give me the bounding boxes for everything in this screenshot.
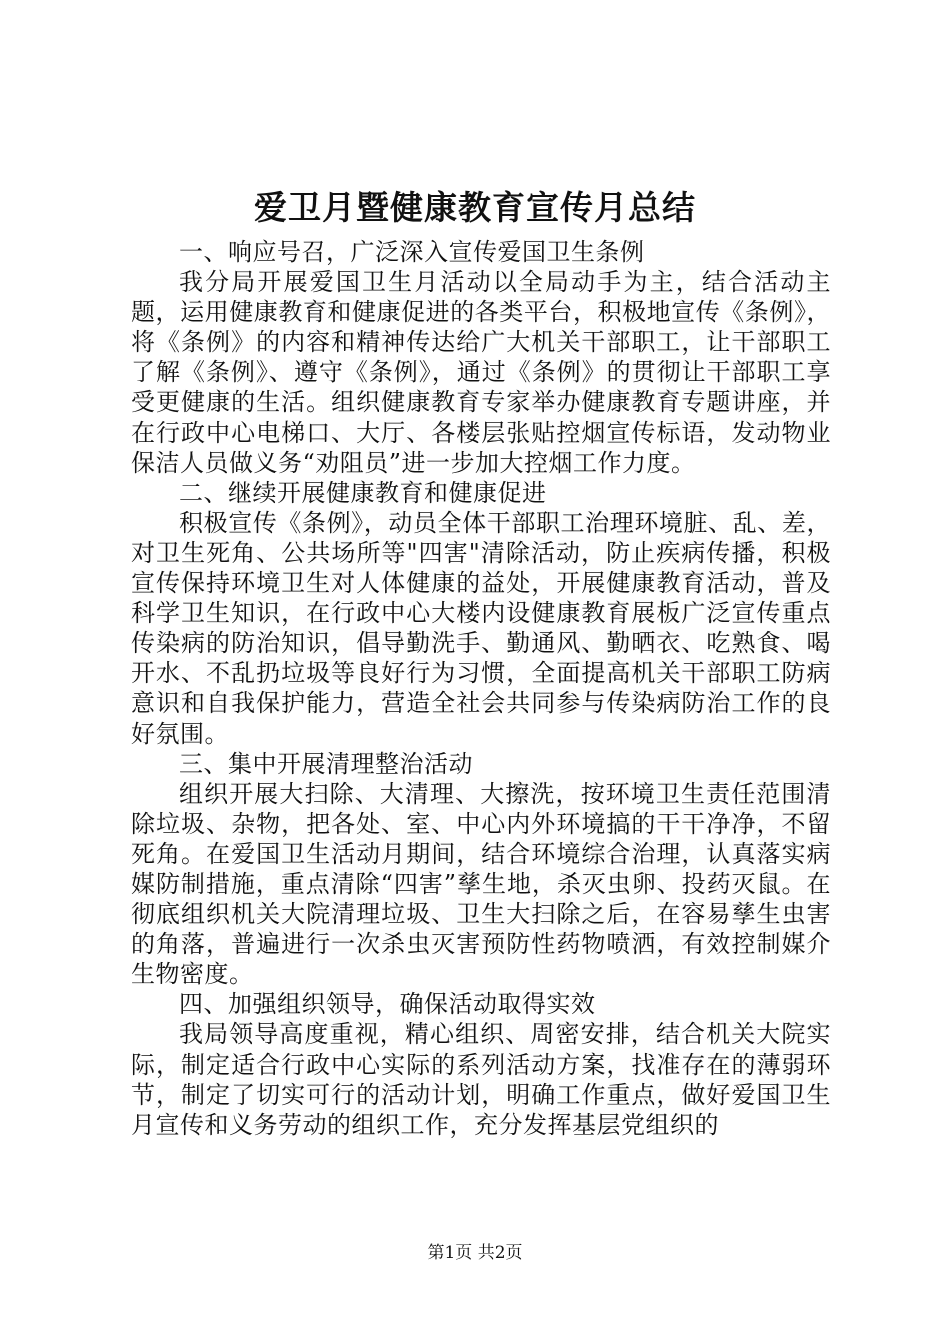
section-heading-3: 三、集中开展清理整治活动 [179,749,473,778]
section-paragraph-2: 积极宣传《条例》，动员全体干部职工治理环境脏、乱、差，对卫生死角、公共场所等"四害"清除活动，防止疾病传播，积极宣传保持环境卫生对人体健康的益处，开展健康教育活动，普及科学卫生知识，在行政中心大楼内设健康教育展板广泛宣传重点传染病的防治知识，倡导勤洗手、勤通风、勤晒衣、吃熟食、喝开水、不乱扔垃圾等良好行为习惯，全面提高机关干部职工防病意识和自我保护能力，营造全社会共同参与传染病防治工作的良好氛围。 [131,508,831,748]
section-paragraph-3: 组织开展大扫除、大清理、大擦洗，按环境卫生责任范围清除垃圾、杂物，把各处、室、中心内外环境搞的干干净净，不留死角。在爱国卫生活动月期间，结合环境综合治理，认真落实病媒防制措施，重点清除“四害”孳生地，杀灭虫卵、投药灭鼠。在彻底组织机关大院清理垃圾、卫生大扫除之后，在容易孳生虫害的角落，普遍进行一次杀虫灭害预防性药物喷洒，有效控制媒介生物密度。 [131,779,831,989]
section-paragraph-4: 我局领导高度重视，精心组织、周密安排，结合机关大院实际，制定适合行政中心实际的系列活动方案，找准存在的薄弱环节，制定了切实可行的活动计划，明确工作重点，做好爱国卫生月宣传和义务劳动的组织工作，充分发挥基层党组织的 [131,1020,831,1139]
page-footer: 第1页 共2页 [427,1243,523,1263]
section-paragraph-1: 我分局开展爱国卫生月活动以全局动手为主，结合活动主题，运用健康教育和健康促进的各类平台，积极地宣传《条例》，将《条例》的内容和精神传达给广大机关干部职工，让干部职工了解《条例》、遵守《条例》，通过《条例》的贯彻让干部职工享受更健康的生活。组织健康教育专家举办健康教育专题讲座，并在行政中心电梯口、大厅、各楼层张贴控烟宣传标语，发动物业保洁人员做义务“劝阻员”进一步加大控烟工作力度。 [131,268,831,477]
document-title: 爱卫月暨健康教育宣传月总结 [254,188,696,227]
document-body [131,237,831,1140]
section-heading-2: 二、继续开展健康教育和健康促进 [179,478,547,507]
section-heading-1: 一、响应号召，广泛深入宣传爱国卫生条例 [179,238,645,266]
section-heading-4: 四、加强组织领导，确保活动取得实效 [179,990,596,1019]
